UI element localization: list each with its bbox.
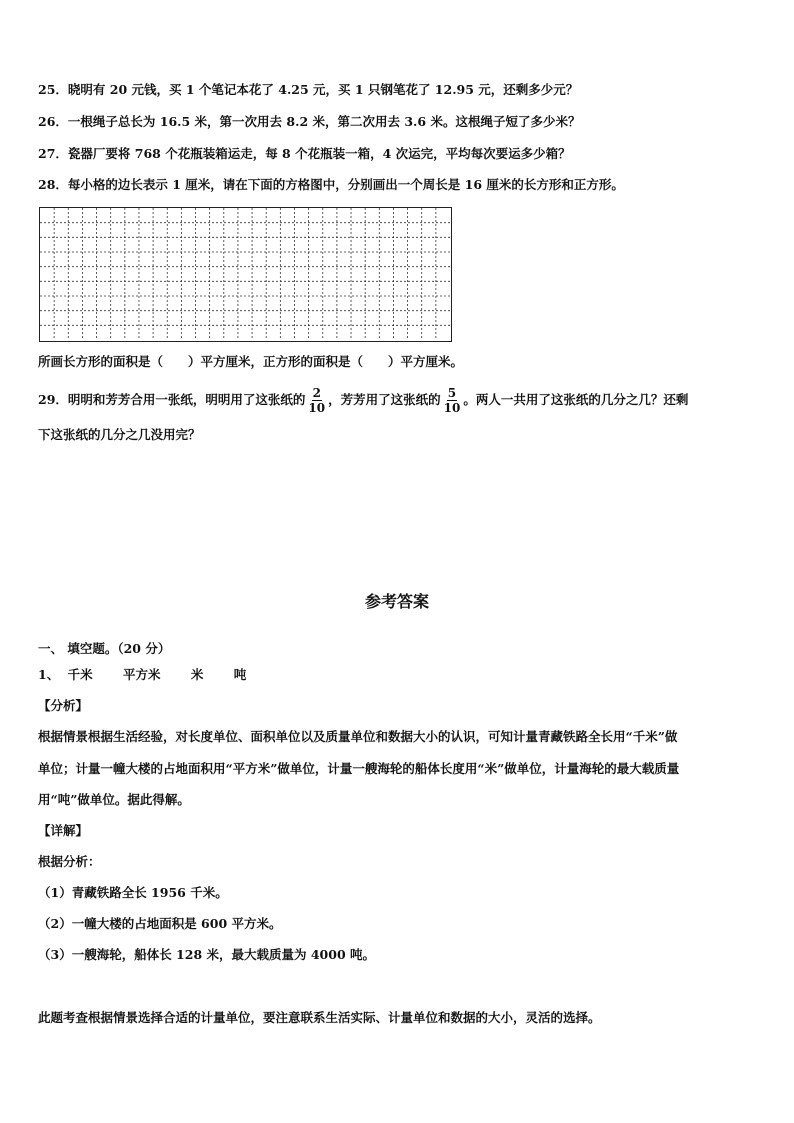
fraction-denominator: 10 (308, 400, 326, 415)
question-25: 25．晓明有 20 元钱，买 1 个笔记本花了 4.25 元，买 1 只钢笔花了 12.95 元，还剩多少元？ (38, 82, 579, 97)
fraction-numerator: 2 (312, 385, 321, 400)
q29-text-1: 29．明明和芳芳合用一张纸，明明用了这张纸的 (38, 392, 306, 407)
answers-title: 参考答案 (364, 592, 429, 611)
detail-item: （1）青藏铁路全长 1956 千米。 (38, 885, 228, 900)
detail-intro: 根据分析： (38, 854, 101, 869)
question-27: 27．瓷器厂要将 768 个花瓶装箱运走，每 8 个花瓶装一箱，4 次运完，平均每次要运多少箱？ (38, 146, 571, 161)
fraction-denominator: 10 (443, 400, 461, 415)
answer-item-1 (38, 667, 272, 683)
question-29 (38, 380, 688, 420)
unit-m: 米 (190, 667, 204, 682)
analysis-tag: 【分析】 (38, 698, 89, 713)
detail-tag: 【详解】 (38, 823, 89, 838)
q29-text-2: ，芳芳用了这张纸的 (328, 392, 441, 407)
analysis-line: 用“吨”做单位。据此得解。 (38, 792, 190, 807)
analysis-line: 单位；计量一幢大楼的占地面积用“平方米”做单位，计量一艘海轮的船体长度用“米”做单位，计量海轮的最大载质量 (38, 761, 680, 776)
q29-text-3: 。两人一共用了这张纸的几分之几？还剩 (463, 392, 689, 407)
fraction-2-10 (308, 386, 325, 415)
question-26: 26．一根绳子总长为 16.5 米，第一次用去 8.2 米，第二次用去 3.6 米。这根绳子短了多少米？ (38, 114, 581, 129)
question-28: 28．每小格的边长表示 1 厘米，请在下面的方格图中，分别画出一个周长是 16 厘米的长方形和正方形。 (38, 177, 624, 192)
unit-km: 千米 (67, 667, 93, 682)
fraction-numerator: 5 (447, 385, 457, 400)
grid-lines (40, 208, 450, 340)
detail-item: （3）一艘海轮，船体长 128 米，最大载质量为 4000 吨。 (38, 947, 375, 962)
square-grid[interactable] (39, 207, 452, 342)
item-1-label: 1、 (38, 667, 60, 682)
detail-item: （2）一幢大楼的占地面积是 600 平方米。 (38, 916, 282, 931)
unit-ton: 吨 (233, 667, 247, 682)
question-29-line-2: 下这张纸的几分之几没用完？ (38, 427, 201, 442)
section-heading: 一、 填空题。（20 分） (38, 641, 171, 656)
summary: 此题考查根据情景选择合适的计量单位，要注意联系生活实际、计量单位和数据的大小，灵活的选择。 (38, 1010, 601, 1025)
analysis-line: 根据情景根据生活经验，对长度单位、面积单位以及质量单位和数据大小的认识，可知计量青藏铁路全长用“千米”做 (38, 729, 678, 744)
fraction-5-10 (444, 386, 461, 415)
question-28-answer-line: 所画长方形的面积是（ ）平方厘米，正方形的面积是（ ）平方厘米。 (38, 354, 464, 369)
unit-sq-m: 平方米 (122, 667, 161, 682)
